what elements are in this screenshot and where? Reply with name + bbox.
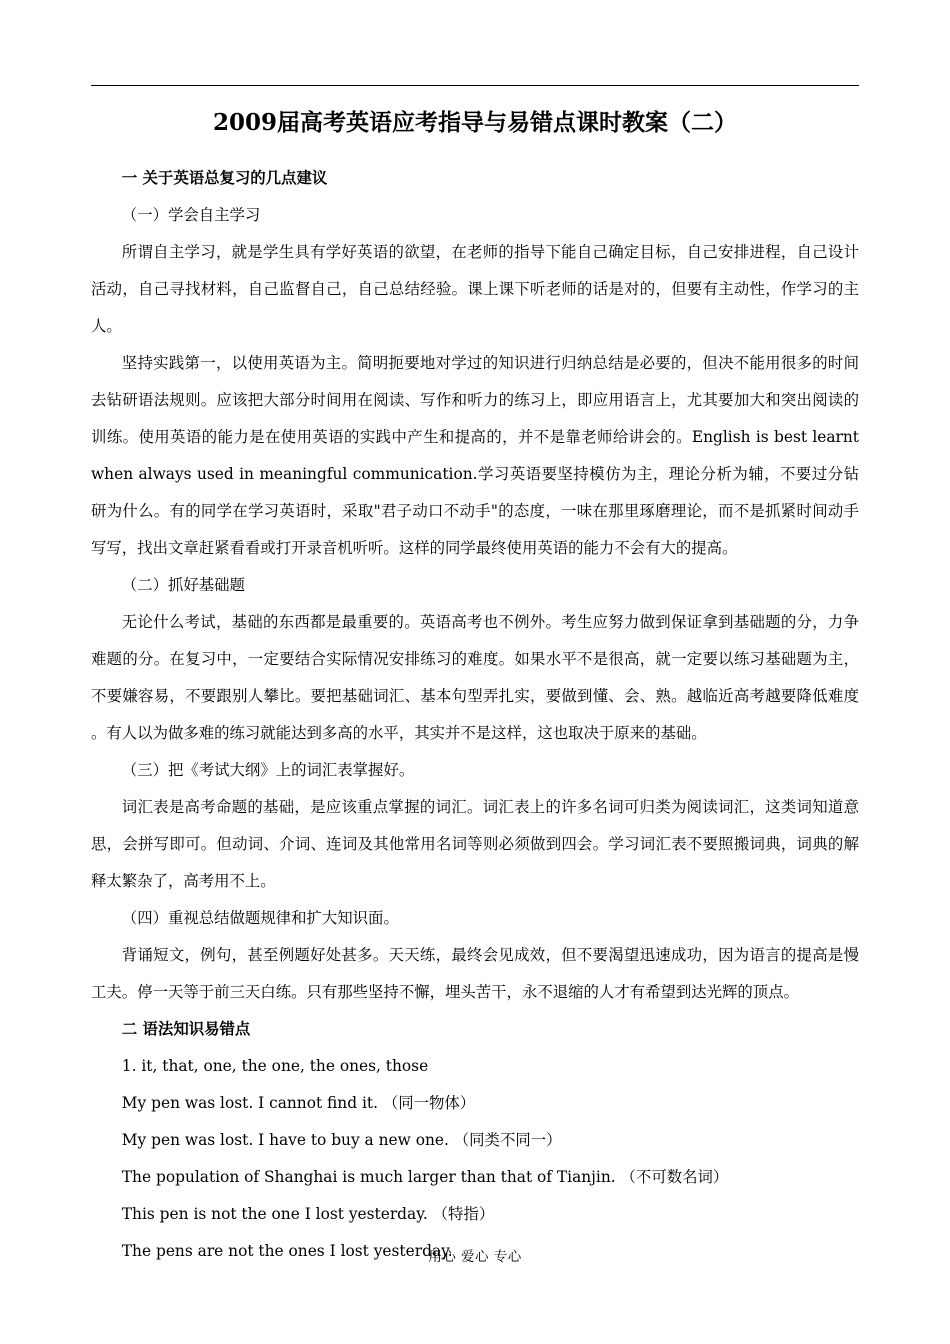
section-heading-2: 二 语法知识易错点 — [121, 1020, 251, 1038]
document-body — [91, 160, 859, 1270]
header-rule — [91, 85, 859, 86]
example-line: The pens are not the ones I lost yesterday. — [121, 1242, 453, 1260]
subheading-2: （二）抓好基础题 — [121, 576, 245, 594]
paragraph-2: 坚持实践第一，以使用英语为主。简明扼要地对学过的知识进行归纳总结是必要的，但决不能用很多的时间去钻研语法规则。应该把大部分时间用在阅读、写作和听力的练习上，即应用语言上，尤其要加大和突出阅读的训练。使用英语的能力是在使用英语的实践中产生和提高的，并不是靠老师给讲会的。English is best learnt when always used in meaningful communication.学习英语要坚持模仿为主，理论分析为辅，不要过分钻研为什么。有的同学在学习英语时，采取"君子动口不动手"的态度，一味在那里琢磨理论，而不是抓紧时间动手写写，找出文章赶紧看看或打开录音机听听。这样的同学最终使用英语的能力不会有大的提高。 — [91, 354, 859, 557]
subheading-4: （四）重视总结做题规律和扩大知识面。 — [121, 909, 399, 927]
paragraph-1: 所谓自主学习，就是学生具有学好英语的欲望，在老师的指导下能自己确定目标，自己安排进程，自己设计活动，自己寻找材料，自己监督自己，自己总结经验。课上课下听老师的话是对的，但要有主动性，作学习的主人。 — [91, 243, 859, 335]
subheading-3: （三）把《考试大纲》上的词汇表掌握好。 — [121, 761, 415, 779]
example-line: This pen is not the one I lost yesterday. （特指） — [121, 1205, 495, 1223]
section-heading-1: 一 关于英语总复习的几点建议 — [121, 169, 328, 187]
example-line: My pen was lost. I cannot find it. （同一物体） — [121, 1094, 476, 1112]
example-line: 1. it, that, one, the one, the ones, those — [121, 1057, 429, 1075]
page-footer: 用心 爱心 专心 — [428, 1249, 522, 1265]
paragraph-5: 背诵短文，例句，甚至例题好处甚多。天天练，最终会见成效，但不要渴望迅速成功，因为语言的提高是慢工夫。停一天等于前三天白练。只有那些坚持不懈，埋头苦干，永不退缩的人才有希望到达光辉的顶点。 — [91, 946, 859, 1001]
example-line: The population of Shanghai is much larger than that of Tianjin. （不可数名词） — [121, 1168, 729, 1186]
subheading-1: （一）学会自主学习 — [121, 206, 261, 224]
example-line: My pen was lost. I have to buy a new one. （同类不同一） — [121, 1131, 562, 1149]
page-title: 2009届高考英语应考指导与易错点课时教案（二） — [212, 109, 737, 136]
paragraph-4: 词汇表是高考命题的基础，是应该重点掌握的词汇。词汇表上的许多名词可归类为阅读词汇，这类词知道意思，会拼写即可。但动词、介词、连词及其他常用名词等则必须做到四会。学习词汇表不要照搬词典，词典的解释太繁杂了，高考用不上。 — [91, 798, 859, 890]
paragraph-3: 无论什么考试，基础的东西都是最重要的。英语高考也不例外。考生应努力做到保证拿到基础题的分，力争难题的分。在复习中，一定要结合实际情况安排练习的难度。如果水平不是很高，就一定要以练习基础题为主，不要嫌容易，不要跟别人攀比。要把基础词汇、基本句型弄扎实，要做到懂、会、熟。越临近高考越要降低难度 。有人以为做多难的练习就能达到多高的水平，其实并不是这样，这也取决于原来的基础。 — [91, 613, 859, 742]
